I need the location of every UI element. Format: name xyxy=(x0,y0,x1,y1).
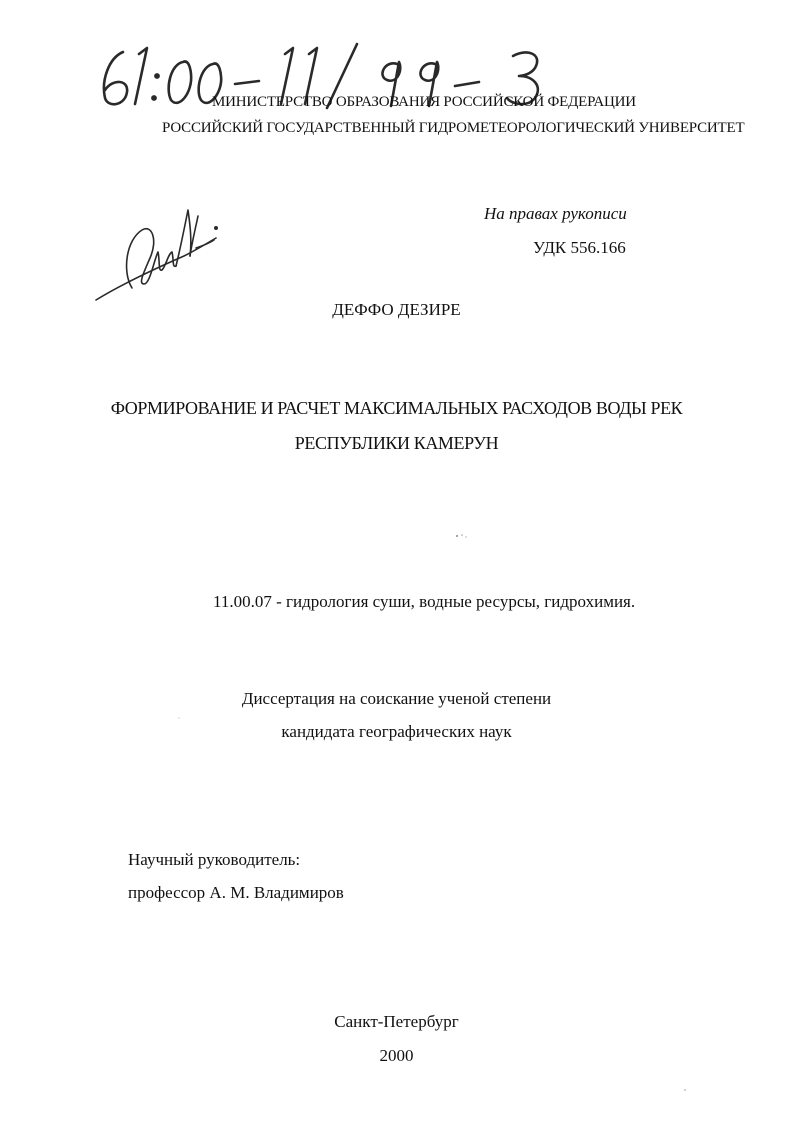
year: 2000 xyxy=(379,1046,414,1065)
supervisor-name: профессор А. М. Владимиров xyxy=(128,883,344,902)
scan-dot xyxy=(176,708,182,714)
scan-dot xyxy=(682,1080,688,1086)
manuscript-rights: На правах рукописи xyxy=(484,204,627,223)
city: Санкт-Петербург xyxy=(334,1012,459,1031)
institution-header xyxy=(0,94,793,144)
signature xyxy=(92,200,222,310)
thesis-title-line-2: РЕСПУБЛИКИ КАМЕРУН xyxy=(294,433,499,453)
dissertation-line-1: Диссертация на соискание ученой степени xyxy=(241,689,552,708)
specialty-code: 11.00.07 - гидрология суши, водные ресурсы, гидрохимия. xyxy=(213,592,636,611)
supervisor-label: Научный руководитель: xyxy=(128,850,301,869)
udk-code: УДК 556.166 xyxy=(533,238,626,257)
dissertation-line-2: кандидата географических наук xyxy=(281,722,512,741)
university-name: РОССИЙСКИЙ ГОСУДАРСТВЕННЫЙ ГИДРОМЕТЕОРОЛОГИЧЕСКИЙ УНИВЕРСИТЕТ xyxy=(162,120,745,136)
ministry-name: МИНИСТЕРСТВО ОБРАЗОВАНИЯ РОССИЙСКОЙ ФЕДЕРАЦИИ xyxy=(212,94,636,110)
scan-speck xyxy=(454,526,468,532)
author-name: ДЕФФО ДЕЗИРЕ xyxy=(332,300,461,319)
thesis-title-line-1: ФОРМИРОВАНИЕ И РАСЧЕТ МАКСИМАЛЬНЫХ РАСХОДОВ ВОДЫ РЕК xyxy=(110,398,683,418)
